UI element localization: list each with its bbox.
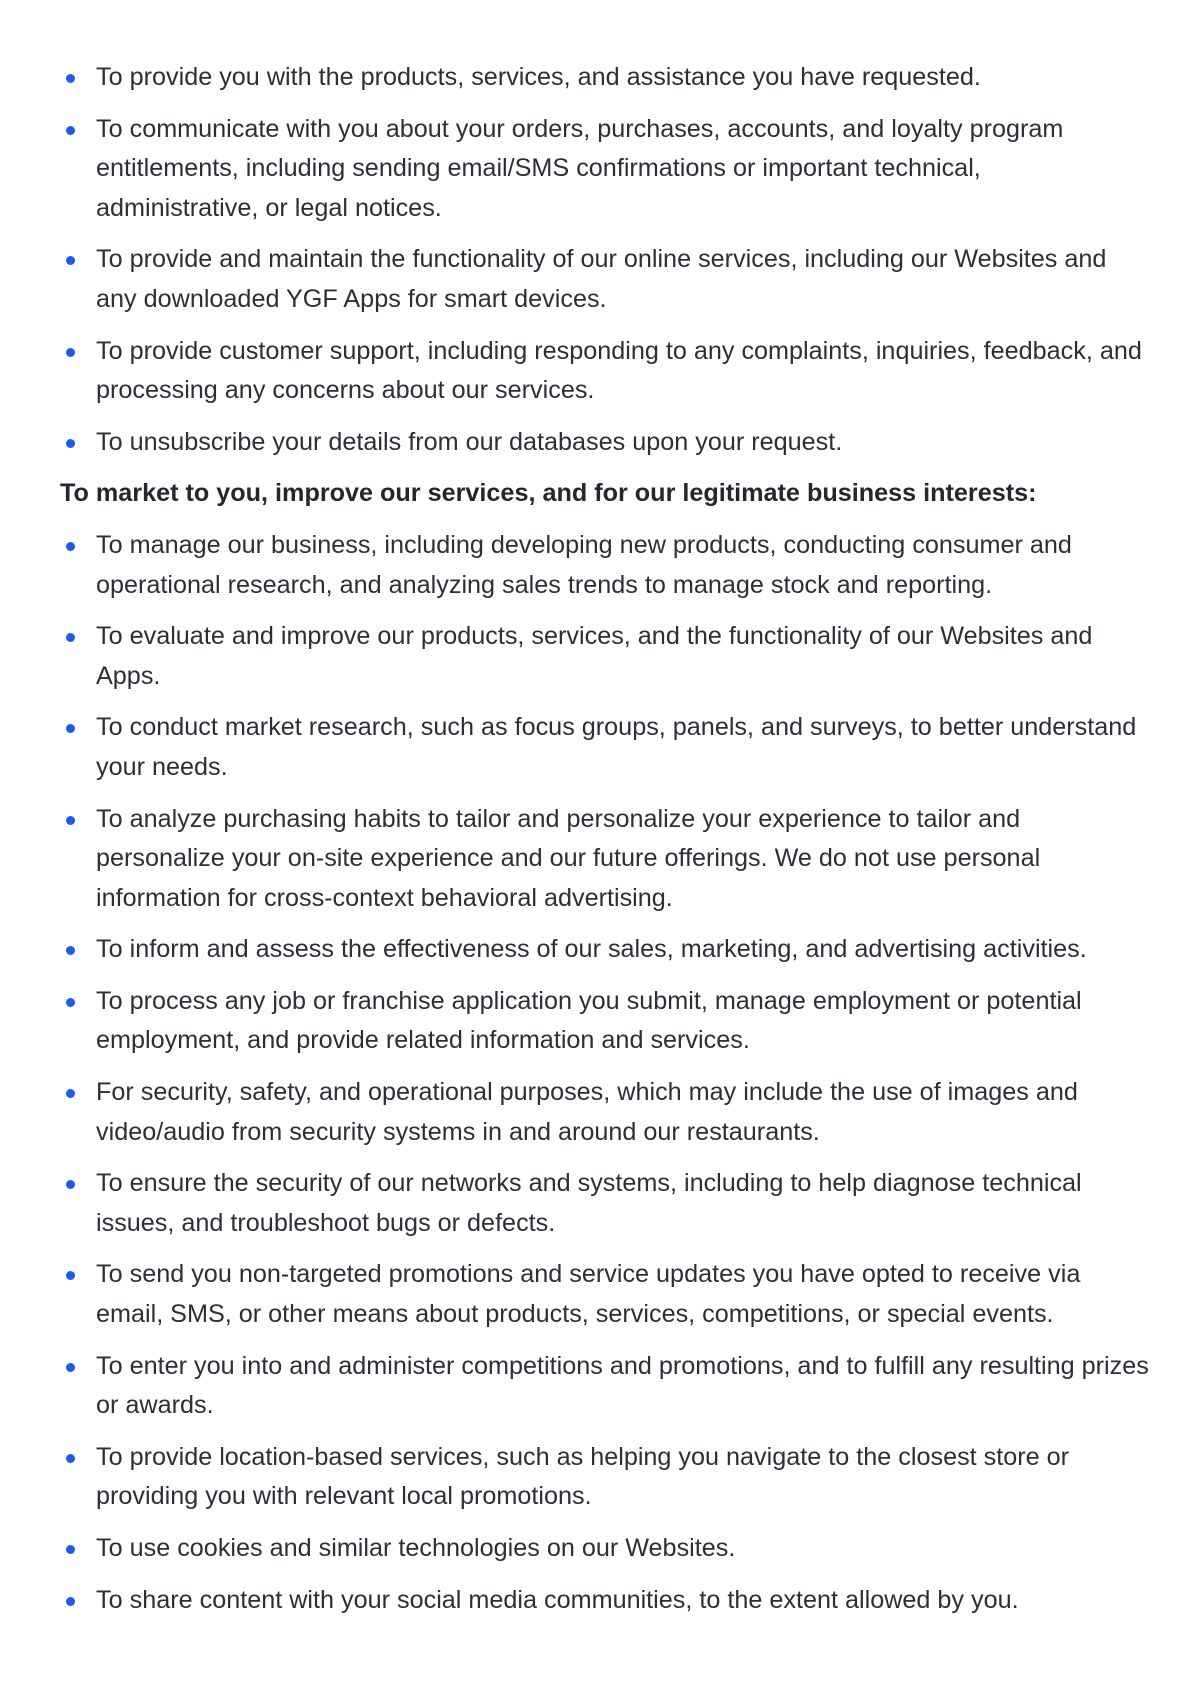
bullet-dot-icon bbox=[66, 1454, 75, 1463]
bullet-dot-icon bbox=[66, 1089, 75, 1098]
marketing-purposes-list bbox=[60, 526, 1150, 1620]
list-item-text: To communicate with you about your orders, purchases, accounts, and loyalty program entitlements, including sending email/SMS confirmations or important technical, administrative, or legal notices. bbox=[96, 114, 1064, 222]
bullet-dot-icon bbox=[66, 946, 75, 955]
list-item bbox=[60, 240, 1150, 319]
list-item-text: To provide you with the products, services, and assistance you have requested. bbox=[96, 63, 981, 91]
list-item-text: To unsubscribe your details from our databases upon your request. bbox=[96, 427, 843, 456]
list-item bbox=[60, 1347, 1150, 1426]
bullet-dot-icon bbox=[66, 439, 75, 448]
list-item-text: To provide location-based services, such as helping you navigate to the closest store or providing you with relevant local promotions. bbox=[96, 1442, 1070, 1511]
list-item-text: To evaluate and improve our products, services, and the functionality of our Websites and Apps. bbox=[96, 622, 1093, 690]
list-item bbox=[60, 1529, 1150, 1569]
list-item-text: To inform and assess the effectiveness of our sales, marketing, and advertising activities. bbox=[96, 935, 1087, 964]
list-item-text: To conduct market research, such as focus groups, panels, and surveys, to better understand your needs. bbox=[96, 713, 1137, 781]
list-item-text: To send you non-targeted promotions and service updates you have opted to receive via email, SMS, or other means about products, services, competitions, or special events. bbox=[96, 1260, 1081, 1329]
bullet-dot-icon bbox=[66, 542, 75, 551]
bullet-dot-icon bbox=[66, 1597, 75, 1606]
list-item bbox=[60, 332, 1150, 411]
list-item bbox=[60, 930, 1150, 970]
service-purposes-list bbox=[60, 58, 1150, 462]
list-item-text: To provide and maintain the functionality of our online services, including our Websites and any downloaded YGF Apps for smart devices. bbox=[96, 245, 1107, 313]
list-item bbox=[60, 708, 1150, 787]
list-item-text: To manage our business, including developing new products, conducting consumer and operational research, and analyzing sales trends to manage stock and reporting. bbox=[96, 530, 1072, 599]
list-item bbox=[60, 423, 1150, 463]
section-heading: To market to you, improve our services, and for our legitimate business interests: bbox=[60, 479, 1037, 508]
bullet-dot-icon bbox=[66, 724, 75, 733]
policy-content bbox=[60, 58, 1150, 1632]
list-item-text: To enter you into and administer competitions and promotions, and to fulfill any resulting prizes or awards. bbox=[96, 1351, 1149, 1420]
bullet-dot-icon bbox=[66, 1271, 75, 1280]
list-item-text: To provide customer support, including responding to any complaints, inquiries, feedback, and processing any concerns about our services. bbox=[96, 336, 1142, 405]
bullet-dot-icon bbox=[66, 633, 75, 642]
list-item-text: To use cookies and similar technologies on our Websites. bbox=[96, 1534, 736, 1562]
list-item-text: To analyze purchasing habits to tailor and personalize your experience to tailor and personalize your on-site experience and our future offerings. We do not use personal information for cross-context behavioral advertising. bbox=[96, 804, 1041, 912]
bullet-dot-icon bbox=[66, 126, 75, 135]
bullet-dot-icon bbox=[66, 1363, 75, 1372]
bullet-dot-icon bbox=[66, 1545, 75, 1554]
list-item-text: For security, safety, and operational purposes, which may include the use of images and video/audio from security systems in and around our restaurants. bbox=[96, 1078, 1078, 1146]
bullet-dot-icon bbox=[66, 348, 75, 357]
list-item bbox=[60, 982, 1150, 1061]
bullet-dot-icon bbox=[66, 816, 75, 825]
list-item bbox=[60, 1073, 1150, 1152]
bullet-dot-icon bbox=[66, 74, 75, 83]
list-item bbox=[60, 1438, 1150, 1517]
list-item-text: To process any job or franchise application you submit, manage employment or potential employment, and provide related information and services. bbox=[96, 986, 1082, 1055]
list-item bbox=[60, 617, 1150, 696]
list-item bbox=[60, 800, 1150, 919]
list-item-text: To share content with your social media communities, to the extent allowed by you. bbox=[96, 1585, 1019, 1614]
bullet-dot-icon bbox=[66, 256, 75, 265]
list-item bbox=[60, 58, 1150, 98]
list-item bbox=[60, 110, 1150, 229]
list-item-text: To ensure the security of our networks and systems, including to help diagnose technical issues, and troubleshoot bugs or defects. bbox=[96, 1169, 1082, 1237]
list-item bbox=[60, 1164, 1150, 1243]
bullet-dot-icon bbox=[66, 1180, 75, 1189]
bullet-dot-icon bbox=[66, 998, 75, 1007]
list-item bbox=[60, 526, 1150, 605]
list-item bbox=[60, 1255, 1150, 1334]
list-item bbox=[60, 1581, 1150, 1621]
